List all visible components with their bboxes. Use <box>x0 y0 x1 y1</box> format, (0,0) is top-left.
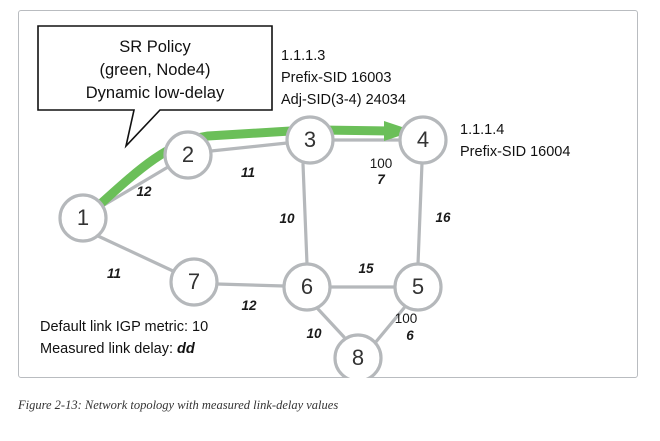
link-6-8 <box>318 309 344 337</box>
node3-adj-sid: Adj-SID(3-4) 24034 <box>281 92 406 108</box>
callout-line-3: Dynamic low-delay <box>85 84 225 102</box>
link-2-3 <box>211 143 287 151</box>
node-1-label: 1 <box>76 204 90 230</box>
callout-line-1: SR Policy <box>119 38 191 56</box>
node-4[interactable] <box>400 117 446 163</box>
node-7-label: 7 <box>187 268 201 294</box>
link-metric-labels <box>107 156 451 343</box>
link-delay-6-8: 10 <box>306 326 322 341</box>
link-2-6 <box>303 164 307 264</box>
sr-policy-callout <box>38 26 272 146</box>
callout-line-2: (green, Node4) <box>99 61 211 79</box>
link-delay-3-4: 7 <box>377 172 385 187</box>
link-delay-2-6: 10 <box>279 211 295 226</box>
node3-annotation <box>281 48 406 108</box>
node4-annotation <box>460 122 570 160</box>
node-8-label: 8 <box>351 344 365 370</box>
link-4-5 <box>418 163 422 264</box>
legend-measured-delay <box>40 341 196 357</box>
node-1[interactable] <box>60 195 106 241</box>
node-5-label: 5 <box>411 273 425 299</box>
legend-measured-delay-value: dd <box>177 341 195 357</box>
node3-prefix-sid: Prefix-SID 16003 <box>281 70 392 86</box>
link-delay-6-5: 15 <box>358 261 374 276</box>
node3-loopback-address: 1.1.1.3 <box>281 48 326 64</box>
link-igp-3-4: 100 <box>369 156 393 171</box>
link-delay-8-5: 6 <box>406 328 414 343</box>
node-6[interactable] <box>284 264 330 310</box>
link-igp-8-5: 100 <box>394 311 418 326</box>
node-5[interactable] <box>395 264 441 310</box>
node-7[interactable] <box>171 259 217 305</box>
node-6-label: 6 <box>300 273 314 299</box>
network-topology-diagram <box>18 10 638 378</box>
link-delay-2-3: 11 <box>240 165 256 180</box>
legend-default-igp-metric: Default link IGP metric: 10 <box>40 319 209 335</box>
node-2[interactable] <box>165 132 211 178</box>
node-2-label: 2 <box>181 141 195 167</box>
node-8[interactable] <box>335 335 381 378</box>
node4-loopback-address: 1.1.1.4 <box>460 122 505 138</box>
figure-caption: Figure 2-13: Network topology with measured link-delay values <box>18 398 339 412</box>
legend-group <box>40 319 208 357</box>
node-3-label: 3 <box>303 126 317 152</box>
link-delay-4-5: 16 <box>435 210 451 225</box>
link-delay-7-6: 12 <box>241 298 257 313</box>
link-delay-1-2: 12 <box>136 184 152 199</box>
link-delay-1-7: 11 <box>106 266 122 281</box>
link-7-6 <box>217 284 284 286</box>
legend-measured-delay-prefix: Measured link delay: <box>40 341 178 357</box>
node-3[interactable] <box>287 117 333 163</box>
node-4-label: 4 <box>416 126 430 152</box>
node4-prefix-sid: Prefix-SID 16004 <box>460 144 571 160</box>
